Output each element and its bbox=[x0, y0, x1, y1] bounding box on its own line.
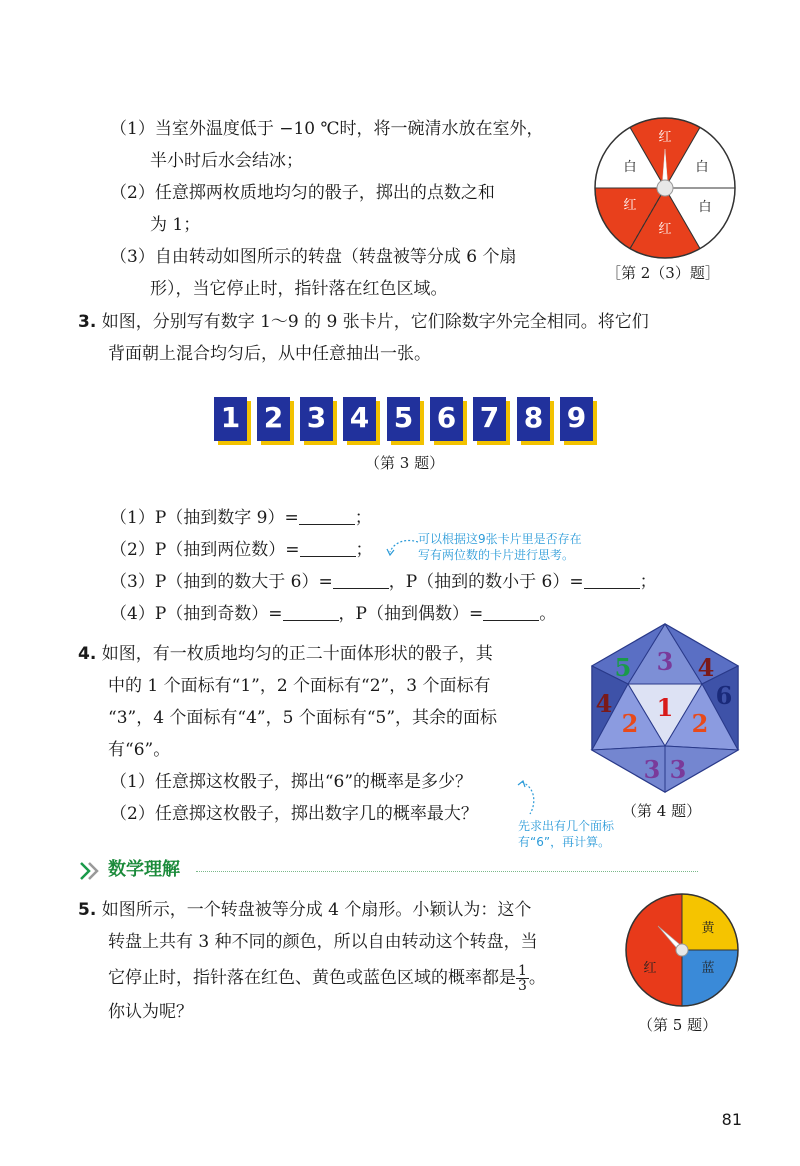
q3-text1: 如图，分别写有数字 1～9 的 9 张卡片，它们除数字外完全相同。将它们 bbox=[101, 312, 649, 332]
page-number: 81 bbox=[721, 1110, 742, 1129]
q5-label-red: 红 bbox=[643, 961, 657, 976]
answer-blank[interactable] bbox=[283, 602, 339, 621]
q5-sector-red bbox=[626, 894, 682, 1006]
card-1: 1 bbox=[214, 397, 247, 441]
q3-note-line2: 写有两位数的卡片进行思考。 bbox=[418, 548, 575, 562]
card-8: 8 bbox=[517, 397, 550, 441]
q4-line3: “3”，4 个面标有“4”，5 个面标有“5”，其余的面标 bbox=[108, 708, 498, 728]
q2-label-4: 红 bbox=[658, 222, 672, 237]
q3-sub3: （3）P（抽到的数大于 6）= ，P（抽到的数小于 6）= ； bbox=[110, 572, 657, 592]
q5-line1: 5. 如图所示，一个转盘被等分成 4 个扇形。小颖认为：这个 bbox=[78, 900, 532, 920]
q3-line2: 背面朝上混合均匀后，从中任意抽出一张。 bbox=[108, 344, 431, 364]
answer-blank[interactable] bbox=[584, 570, 640, 589]
q2-item1-line2: 半小时后水会结冰； bbox=[150, 151, 303, 171]
die-num-3-br: 3 bbox=[669, 755, 687, 784]
q3-sub1: （1）P（抽到数字 9）= ； bbox=[110, 508, 372, 528]
section-header bbox=[78, 858, 698, 884]
q2-item3-line1: （3）自由转动如图所示的转盘（转盘被等分成 6 个扇 bbox=[110, 247, 517, 267]
answer-blank[interactable] bbox=[299, 506, 355, 525]
q4-sub2: （2）任意掷这枚骰子，掷出数字几的概率最大？ bbox=[110, 804, 478, 824]
q2-label-3: 红 bbox=[623, 198, 637, 213]
q2-label-2: 白 bbox=[623, 160, 637, 175]
q5-number: 5. bbox=[78, 900, 97, 920]
q4-line1: 4. 如图，有一枚质地均匀的正二十面体形状的骰子，其 bbox=[78, 644, 493, 664]
q2-label-5: 白 bbox=[698, 200, 712, 215]
q3-caption: （第 3 题） bbox=[365, 454, 445, 472]
die-num-4-left: 4 bbox=[595, 689, 613, 718]
q2-item3-line2: 形），当它停止时，指针落在红色区域。 bbox=[150, 279, 448, 299]
q4-number: 4. bbox=[78, 644, 97, 664]
die-num-5: 5 bbox=[614, 653, 632, 682]
q5-line3: 它停止时，指针落在红色、黄色或蓝色区域的概率都是 $\frac{1}{3}$ 。 bbox=[108, 963, 546, 994]
card-9: 9 bbox=[560, 397, 593, 441]
die-num-2-left: 2 bbox=[621, 709, 639, 738]
card-6: 6 bbox=[430, 397, 463, 441]
q4-note-line2: 有“6”，再计算。 bbox=[518, 835, 611, 849]
die-num-4-right: 4 bbox=[697, 653, 715, 682]
q5-line4: 你认为呢？ bbox=[108, 1002, 193, 1022]
die-num-6: 6 bbox=[715, 681, 733, 710]
fraction-one-third: $\frac{1}{3}$ bbox=[518, 963, 527, 994]
card-3: 3 bbox=[300, 397, 333, 441]
card-7: 7 bbox=[473, 397, 506, 441]
q4-line2: 中的 1 个面标有“1”，2 个面标有“2”，3 个面标有 bbox=[108, 676, 491, 696]
die-num-3-top: 3 bbox=[656, 647, 674, 676]
q4-caption: （第 4 题） bbox=[622, 802, 702, 820]
section-divider bbox=[196, 871, 698, 872]
card-2: 2 bbox=[257, 397, 290, 441]
q5-spinner-figure bbox=[622, 890, 742, 1010]
answer-blank[interactable] bbox=[300, 538, 356, 557]
q2-item2-line2: 为 1； bbox=[150, 215, 201, 235]
q5-label-yellow: 黄 bbox=[701, 921, 715, 936]
section-title: 数学理解 bbox=[108, 859, 180, 880]
q3-note-line1: 可以根据这9张卡片里是否存在 bbox=[418, 532, 582, 546]
q2-caption: ［第 2（3）题］ bbox=[606, 264, 720, 282]
q2-item2-line1: （2）任意掷两枚质地均匀的骰子，掷出的点数之和 bbox=[110, 183, 495, 203]
answer-blank[interactable] bbox=[333, 570, 389, 589]
q3-sub2: （2）P（抽到两位数）= ； bbox=[110, 540, 373, 560]
q3-number: 3. bbox=[78, 312, 97, 332]
q2-label-1: 白 bbox=[695, 160, 709, 175]
q3-line1 bbox=[78, 310, 649, 334]
q2-spinner-figure bbox=[590, 113, 740, 263]
q4-note-line1: 先求出有几个面标 bbox=[518, 819, 615, 833]
die-num-3-bl: 3 bbox=[643, 755, 661, 784]
q5-sector-blue bbox=[682, 950, 738, 1006]
card-4: 4 bbox=[343, 397, 376, 441]
q4-die-figure bbox=[590, 622, 740, 794]
double-chevron-icon bbox=[78, 861, 104, 881]
die-num-1: 1 bbox=[656, 693, 674, 722]
q4-note-arrow bbox=[514, 778, 544, 818]
q4-sub1: （1）任意掷这枚骰子，掷出“6”的概率是多少？ bbox=[110, 772, 473, 792]
q2-label-0: 红 bbox=[658, 130, 672, 145]
die-num-2-right: 2 bbox=[691, 709, 709, 738]
answer-blank[interactable] bbox=[483, 602, 539, 621]
q5-label-blue: 蓝 bbox=[701, 961, 715, 976]
q3-sub4: （4）P（抽到奇数）= ，P（抽到偶数）= 。 bbox=[110, 604, 557, 624]
card-5: 5 bbox=[387, 397, 420, 441]
q2-item1-line1: （1）当室外温度低于 −10 ℃时，将一碗清水放在室外， bbox=[110, 119, 544, 139]
q3-note-arrow bbox=[384, 536, 420, 558]
q5-line2: 转盘上共有 3 种不同的颜色，所以自由转动这个转盘，当 bbox=[108, 932, 538, 952]
q5-caption: （第 5 题） bbox=[638, 1016, 718, 1034]
q4-line4: 有“6”。 bbox=[108, 740, 171, 760]
